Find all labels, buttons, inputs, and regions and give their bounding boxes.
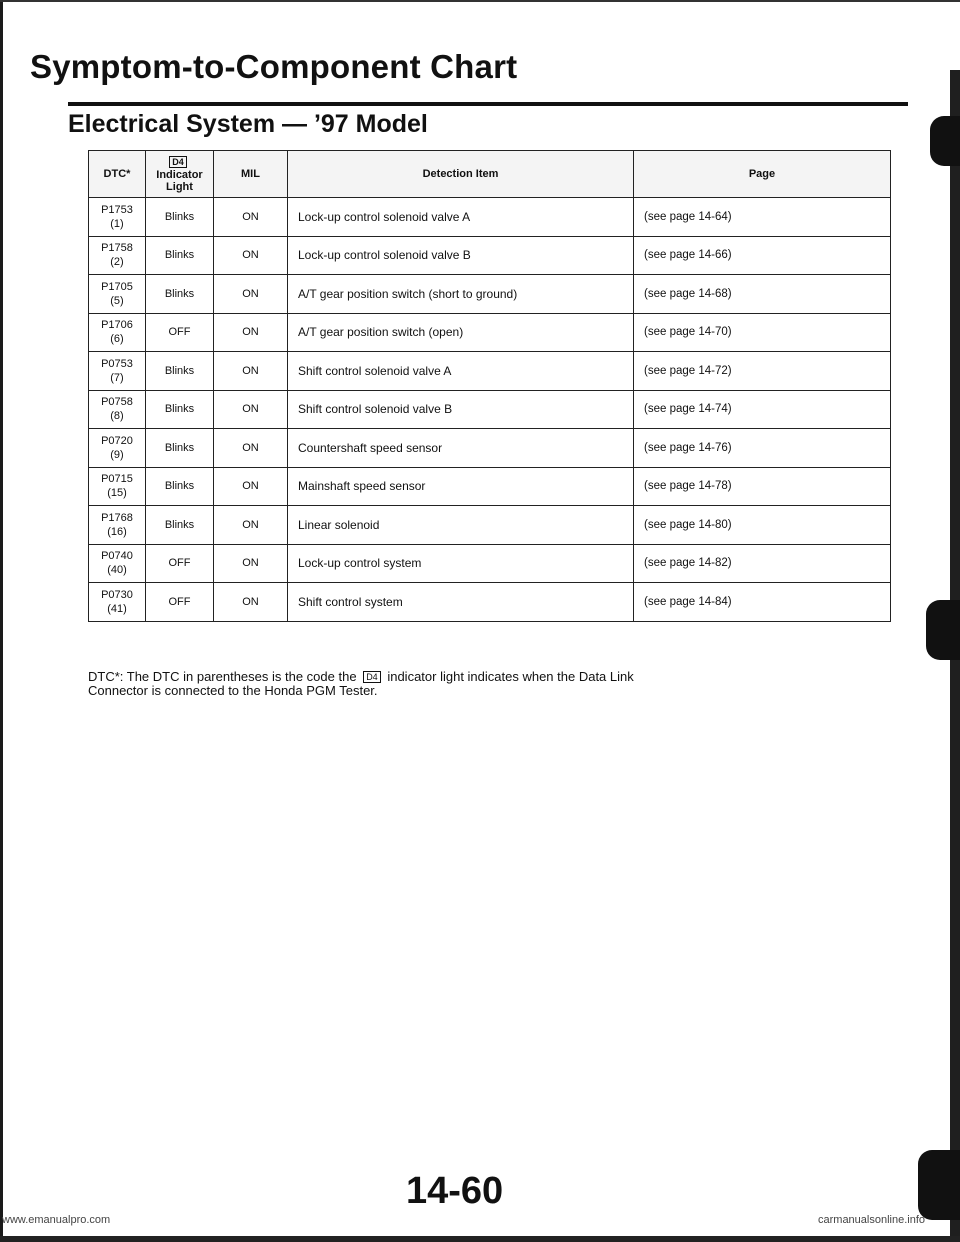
indicator-cell-text: Blinks [164,518,195,531]
page-ref-cell [634,198,891,237]
mil-cell [214,583,288,622]
mil-cell [214,275,288,314]
indicator-cell-text: Blinks [164,441,195,454]
mil-cell-text: ON [242,326,259,339]
mil-cell-text: ON [242,249,259,262]
dtc-code-cell-text: P0753 [101,357,133,370]
page-title: Symptom-to-Component Chart [30,48,518,85]
dtc-code-cell [89,506,146,545]
dtc-code-cell-text: P1768 [101,511,133,524]
indicator-cell-text: OFF [168,595,191,608]
mil-cell [214,467,288,506]
detection-item-cell [288,275,634,314]
dtc-code-cell [89,275,146,314]
mil-cell [214,236,288,275]
table-row [89,544,891,583]
dtc-code-cell-text: (2) [110,256,124,269]
detection-item-cell [288,236,634,275]
bottom-page-edge [0,1236,960,1242]
dtc-code-cell-text: (1) [110,217,124,230]
indicator-cell [146,583,214,622]
table-row [89,583,891,622]
left-page-edge [0,0,3,1242]
dtc-code-cell [89,352,146,391]
mil-cell-text: ON [242,557,259,570]
page-number: 14-60 [406,1170,504,1212]
dtc-code-cell [89,390,146,429]
mil-cell-text: ON [242,518,259,531]
dtc-code-cell [89,429,146,468]
dtc-code-cell-text: (6) [110,333,124,346]
detection-item-cell-text: Countershaft speed sensor [298,440,443,455]
footnote [88,670,888,698]
footnote-text-3: Connector is connected to the Honda PGM Tester. [88,683,378,698]
table-row [89,236,891,275]
dtc-code-cell-text: P1753 [101,203,133,216]
indicator-cell [146,506,214,545]
indicator-cell [146,429,214,468]
indicator-cell [146,544,214,583]
dtc-code-cell-text: (41) [107,602,127,615]
indicator-cell [146,236,214,275]
indicator-cell [146,313,214,352]
table-header-row [89,151,891,198]
mil-cell-text: ON [242,364,259,377]
header-indicator-label: Indicator Light [156,168,203,193]
table-row [89,313,891,352]
dtc-code-cell-text: P1758 [101,242,133,255]
detection-item-cell-text: Shift control solenoid valve A [298,363,452,378]
dtc-code-cell [89,236,146,275]
page-ref-cell-text: (see page 14-68) [644,287,732,300]
dtc-code-cell [89,467,146,506]
mil-cell [214,352,288,391]
dtc-code-cell-text: P0715 [101,473,133,486]
detection-item-cell [288,506,634,545]
mil-cell-text: ON [242,480,259,493]
indicator-cell-text: Blinks [164,249,195,262]
dtc-code-cell-text: P0720 [101,434,133,447]
dtc-code-cell [89,198,146,237]
dtc-code-cell-text: (8) [110,410,124,423]
detection-item-cell [288,352,634,391]
indicator-cell-text: Blinks [164,287,195,300]
header-indicator [146,151,214,198]
page-ref-cell-text: (see page 14-84) [644,595,732,608]
page-ref-cell [634,429,891,468]
watermark-left[interactable]: www.emanualpro.com [2,1214,111,1226]
dtc-code-cell [89,544,146,583]
indicator-cell-text: Blinks [164,364,195,377]
binding-tab-1 [930,116,960,166]
detection-item-cell [288,467,634,506]
table-row [89,352,891,391]
indicator-cell-text: Blinks [164,480,195,493]
dtc-code-cell-text: (40) [107,564,127,577]
table-row [89,390,891,429]
page-ref-cell-text: (see page 14-76) [644,441,732,454]
detection-item-cell [288,429,634,468]
d4-indicator-icon: D4 [169,156,187,168]
page-ref-cell-text: (see page 14-82) [644,557,732,570]
table-row [89,429,891,468]
dtc-code-cell-text: P0730 [101,588,133,601]
dtc-code-cell-text: (9) [110,448,124,461]
dtc-code-cell-text: P1705 [101,280,133,293]
page-ref-cell [634,583,891,622]
header-page: Page [634,151,891,198]
detection-item-cell-text: Lock-up control solenoid valve A [298,209,471,224]
indicator-cell [146,275,214,314]
detection-item-cell-text: Linear solenoid [298,517,380,532]
dtc-code-cell-text: P0758 [101,396,133,409]
mil-cell-text: ON [242,595,259,608]
page-ref-cell [634,506,891,545]
detection-item-cell [288,544,634,583]
detection-item-cell-text: Shift control solenoid valve B [298,402,453,417]
detection-item-cell [288,390,634,429]
detection-item-cell [288,583,634,622]
detection-item-cell [288,313,634,352]
indicator-cell [146,467,214,506]
dtc-code-cell-text: (15) [107,487,127,500]
page-ref-cell [634,236,891,275]
footnote-text-1: DTC*: The DTC in parentheses is the code the [88,669,357,684]
table-row [89,198,891,237]
page-ref-cell [634,467,891,506]
header-dtc: DTC* [89,151,146,198]
page-ref-cell-text: (see page 14-74) [644,403,732,416]
title-divider [68,102,908,106]
footnote-text-2: indicator light indicates when the Data Link [387,669,634,684]
page-ref-cell-text: (see page 14-78) [644,480,732,493]
detection-item-cell-text: Lock-up control solenoid valve B [298,248,471,263]
page-ref-cell-text: (see page 14-80) [644,518,732,531]
header-mil: MIL [214,151,288,198]
binding-tab-3 [918,1150,960,1220]
indicator-cell-text: Blinks [164,403,195,416]
header-detection-item: Detection Item [288,151,634,198]
page-ref-cell-text: (see page 14-70) [644,326,732,339]
dtc-code-cell-text: (7) [110,371,124,384]
detection-item-cell-text: Shift control system [298,594,403,609]
watermark-right[interactable]: carmanualsonline.info [818,1214,926,1226]
indicator-cell-text: OFF [168,326,191,339]
page-ref-cell [634,544,891,583]
mil-cell-text: ON [242,441,259,454]
dtc-code-cell [89,583,146,622]
dtc-table [88,150,891,622]
mil-cell [214,506,288,545]
page-ref-cell [634,352,891,391]
dtc-code-cell-text: P1706 [101,319,133,332]
table-row [89,467,891,506]
mil-cell-text: ON [242,287,259,300]
section-subtitle: Electrical System — ’97 Model [68,110,428,138]
detection-item-cell-text: A/T gear position switch (short to ground) [298,286,518,301]
detection-item-cell-text: Mainshaft speed sensor [298,479,426,494]
dtc-code-cell-text: (5) [110,294,124,307]
indicator-cell [146,352,214,391]
page-ref-cell-text: (see page 14-66) [644,249,732,262]
top-page-edge [0,0,960,2]
mil-cell-text: ON [242,403,259,416]
indicator-cell [146,198,214,237]
dtc-code-cell [89,313,146,352]
page-ref-cell [634,275,891,314]
indicator-cell-text: Blinks [164,210,195,223]
page-ref-cell-text: (see page 14-64) [644,210,732,223]
detection-item-cell-text: Lock-up control system [298,556,422,571]
mil-cell [214,313,288,352]
indicator-cell-text: OFF [168,557,191,570]
dtc-code-cell-text: P0740 [101,550,133,563]
mil-cell [214,544,288,583]
d4-indicator-icon-inline: D4 [363,671,381,683]
page-ref-cell [634,313,891,352]
page-ref-cell [634,390,891,429]
mil-cell [214,390,288,429]
table-row [89,275,891,314]
detection-item-cell-text: A/T gear position switch (open) [298,325,464,340]
mil-cell [214,198,288,237]
dtc-code-cell-text: (16) [107,525,127,538]
mil-cell [214,429,288,468]
binding-tab-2 [926,600,960,660]
indicator-cell [146,390,214,429]
table-row [89,506,891,545]
mil-cell-text: ON [242,210,259,223]
detection-item-cell [288,198,634,237]
page-ref-cell-text: (see page 14-72) [644,364,732,377]
